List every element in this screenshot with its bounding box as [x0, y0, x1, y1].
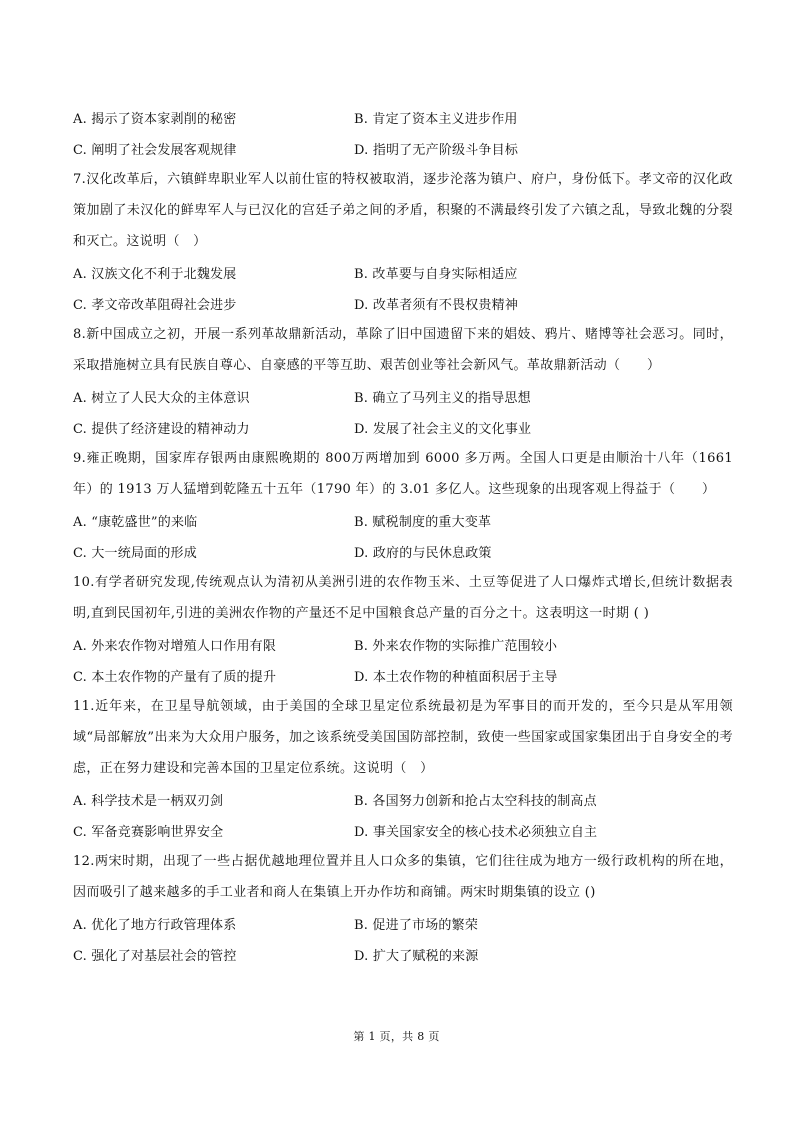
question-11: [73, 691, 733, 846]
q8-option-c[interactable]: C. 提供了经济建设的精神动力: [73, 422, 250, 437]
q7-options-row-2: [73, 288, 733, 319]
q9-option-d[interactable]: D. 政府的与民休息政策: [354, 546, 492, 561]
q8-option-d[interactable]: D. 发展了社会主义的文化事业: [354, 422, 532, 437]
q6-option-c[interactable]: C. 阐明了社会发展客观规律: [73, 143, 237, 158]
q8-options-row-1: [73, 381, 733, 412]
q11-option-b[interactable]: B. 各国努力创新和抢占太空科技的制高点: [354, 794, 597, 809]
q7-option-a[interactable]: A. 汉族文化不利于北魏发展: [73, 267, 237, 282]
q7-option-b[interactable]: B. 改革要与自身实际相适应: [354, 267, 518, 282]
q12-option-a[interactable]: A. 优化了地方行政管理体系: [73, 918, 237, 933]
q12-options-row-2: [73, 939, 733, 970]
q10-option-c[interactable]: C. 本土农作物的产量有了质的提升: [73, 670, 277, 685]
q8-options-row-2: [73, 412, 733, 443]
page-footer: 第 1 页，共 8 页: [353, 1030, 440, 1043]
exam-page-content: [73, 102, 733, 970]
question-11-stem: 11.近年来，在卫星导航领域，由于美国的全球卫星定位系统最初是为军事目的而开发的，至今只是从军用领域“局部解放”出来为大众用户服务，加之该系统受美国国防部控制，致使一些国家或国家集团出于自身安全的考虑，正在努力建设和完善本国的卫星定位系统。这说明（ ）: [73, 699, 733, 776]
q9-option-c[interactable]: C. 大一统局面的形成: [73, 546, 197, 561]
q7-option-c[interactable]: C. 孝文帝改革阻碍社会进步: [73, 298, 237, 313]
question-10: [73, 567, 733, 691]
q11-options-row-2: [73, 815, 733, 846]
question-12: [73, 846, 733, 970]
question-10-stem: 10.有学者研究发现,传统观点认为清初从美洲引进的农作物玉米、土豆等促进了人口爆炸式增长,但统计数据表明,直到民国初年,引进的美洲农作物的产量还不足中国粮食总产量的百分之十。这表明这一时期 ( ): [73, 575, 733, 621]
q12-option-b[interactable]: B. 促进了市场的繁荣: [354, 918, 479, 933]
q11-option-c[interactable]: C. 军备竞赛影响世界安全: [73, 825, 224, 840]
question-9: [73, 443, 733, 567]
q11-option-a[interactable]: A. 科学技术是一柄双刃剑: [73, 794, 224, 809]
q6-options-row-1: [73, 102, 733, 133]
q6-option-d[interactable]: D. 指明了无产阶级斗争目标: [354, 143, 519, 158]
q6-option-b[interactable]: B. 肯定了资本主义进步作用: [354, 112, 518, 127]
q6-option-a[interactable]: A. 揭示了资本家剥削的秘密: [73, 112, 237, 127]
q10-option-a[interactable]: A. 外来农作物对增殖人口作用有限: [73, 639, 277, 654]
question-9-stem: 9.雍正晚期，国家库存银两由康熙晚期的 800万两增加到 6000 多万两。全国人口更是由顺治十八年（1661年）的 1913 万人猛增到乾隆五十五年（1790 年）的 3.01 多亿人。这些现象的出现客观上得益于（ ）: [73, 451, 733, 497]
q10-options-row-1: [73, 629, 733, 660]
q10-option-d[interactable]: D. 本土农作物的种植面积居于主导: [354, 670, 558, 685]
q7-options-row-1: [73, 257, 733, 288]
q12-option-d[interactable]: D. 扩大了赋税的来源: [354, 949, 479, 964]
q9-option-b[interactable]: B. 赋税制度的重大变革: [354, 515, 492, 530]
q6-options-row-2: [73, 133, 733, 164]
q11-options-row-1: [73, 784, 733, 815]
question-12-stem: 12.两宋时期，出现了一些占据优越地理位置并且人口众多的集镇，它们往往成为地方一级行政机构的所在地，因而吸引了越来越多的手工业者和商人在集镇上开办作坊和商铺。两宋时期集镇的设立 (): [73, 854, 733, 900]
question-7: [73, 164, 733, 319]
question-7-stem: 7.汉化改革后，六镇鲜卑职业军人以前仕宦的特权被取消，逐步沦落为镇户、府户，身份低下。孝文帝的汉化政策加剧了未汉化的鲜卑军人与已汉化的宫廷子弟之间的矛盾，积聚的不满最终引发了六镇之乱，导致北魏的分裂和灭亡。这说明（ ）: [73, 172, 733, 249]
q11-option-d[interactable]: D. 事关国家安全的核心技术必须独立自主: [354, 825, 598, 840]
q8-option-b[interactable]: B. 确立了马列主义的指导思想: [354, 391, 531, 406]
q9-option-a[interactable]: A. “康乾盛世”的来临: [73, 515, 198, 530]
q7-option-d[interactable]: D. 改革者须有不畏权贵精神: [354, 298, 519, 313]
q10-options-row-2: [73, 660, 733, 691]
q12-option-c[interactable]: C. 强化了对基层社会的管控: [73, 949, 237, 964]
q10-option-b[interactable]: B. 外来农作物的实际推广范围较小: [354, 639, 558, 654]
question-8-stem: 8.新中国成立之初，开展一系列革故鼎新活动，革除了旧中国遗留下来的娼妓、鸦片、赌博等社会恶习。同时，采取措施树立具有民族自尊心、自豪感的平等互助、艰苦创业等社会新风气。革故鼎新活动（ ）: [73, 327, 733, 373]
q8-option-a[interactable]: A. 树立了人民大众的主体意识: [73, 391, 250, 406]
q12-options-row-1: [73, 908, 733, 939]
q9-options-row-1: [73, 505, 733, 536]
q9-options-row-2: [73, 536, 733, 567]
question-8: [73, 319, 733, 443]
